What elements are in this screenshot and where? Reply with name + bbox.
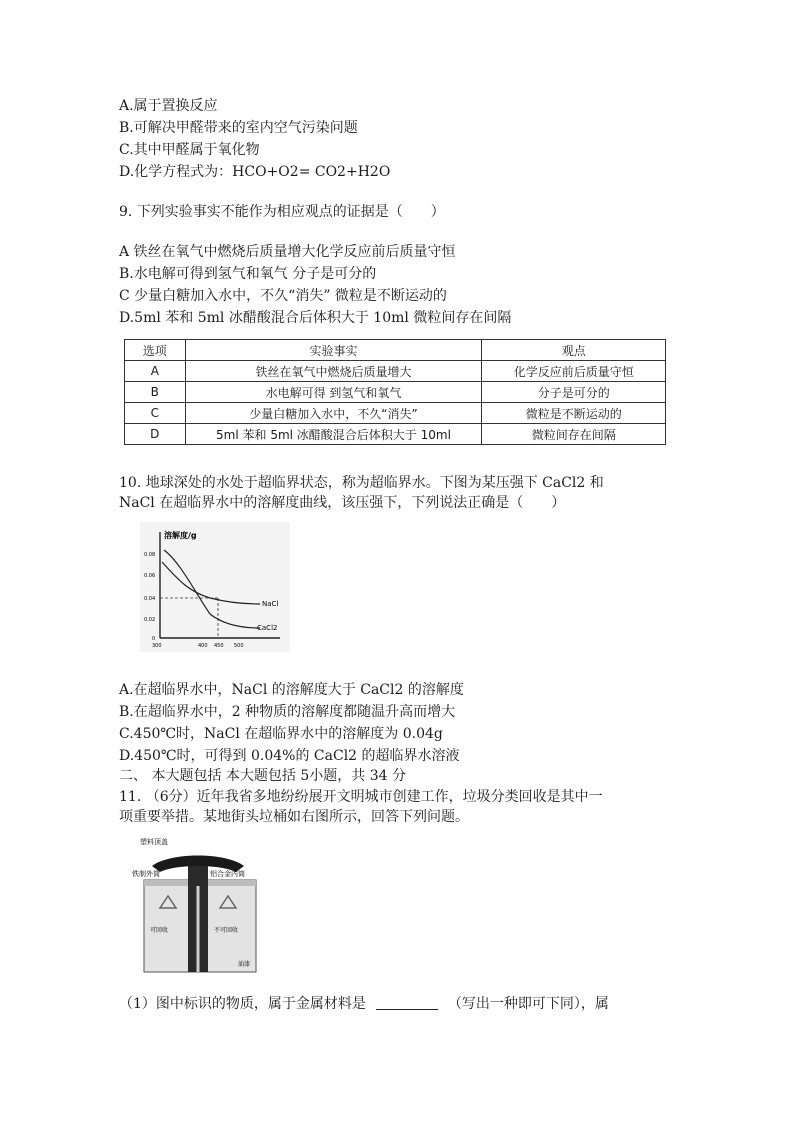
table-cell: D — [125, 424, 186, 445]
series-label-cacl2: CaCl2 — [257, 624, 278, 632]
table-row — [125, 403, 666, 424]
series-label-nacl: NaCl — [262, 600, 279, 608]
table-cell: 化学反应前后质量守恒 — [482, 361, 666, 382]
table-header-row — [125, 340, 666, 361]
q8-option-d: D.化学方程式为：HCO+O2= CO2+H2O — [119, 164, 391, 180]
q9-option-c: C 少量白糖加入水中，不久“消失” 微粒是不断运动的 — [119, 288, 447, 304]
y-axis-label: 溶解度/g — [164, 531, 197, 540]
table-cell: 微粒间存在间隔 — [482, 424, 666, 445]
y-tick-label: 0.08 — [144, 552, 156, 558]
table-cell: B — [125, 382, 186, 403]
solubility-chart — [140, 522, 290, 652]
q11-stem-line1: 11. （6分）近年我省多地纷纷展开文明城市创建工作，垃圾分类回收是其中一 — [119, 789, 603, 805]
q9-option-d: D.5ml 苯和 5ml 冰醋酸混合后体积大于 10ml 微粒间存在间隔 — [119, 310, 512, 326]
q9-table — [124, 339, 666, 445]
table-row — [125, 424, 666, 445]
label-aluminum-inner: 铝合金内筒 — [210, 870, 245, 878]
table-cell: 分子是可分的 — [482, 382, 666, 403]
q11-sub1-after: （写出一种即可下同），属 — [447, 996, 609, 1012]
q9-option-a: A 铁丝在氧气中燃烧后质量增大化学反应前后质量守恒 — [119, 244, 456, 260]
table-cell: 铁丝在氧气中燃烧后质量增大 — [185, 361, 482, 382]
q9-stem: 9. 下列实验事实不能作为相应观点的证据是（ ） — [119, 204, 445, 220]
chart-background — [140, 522, 290, 652]
label-plastic-cap: 塑料顶盖 — [140, 838, 168, 846]
q10-option-d: D.450℃时，可得到 0.04%的 CaCl2 的超临界水溶液 — [119, 748, 460, 764]
table-cell: A — [125, 361, 186, 382]
table-cell: C — [125, 403, 186, 424]
y-tick-label: 0.06 — [144, 573, 156, 579]
x-tick-label: 400 — [198, 643, 208, 649]
y-tick-label: 0.02 — [144, 617, 156, 623]
trash-bin-figure — [130, 836, 266, 976]
q8-option-b: B.可解决甲醛带来的室内空气污染问题 — [119, 120, 358, 136]
table-row — [125, 361, 666, 382]
q10-stem-line2: NaCl 在超临界水中的溶解度曲线，该压强下，下列说法正确是（ ） — [119, 495, 566, 511]
q8-option-a: A.属于置换反应 — [119, 98, 218, 114]
y-tick-label: 0 — [152, 636, 156, 642]
q10-stem-line1: 10. 地球深处的水处于超临界状态，称为超临界水。下图为某压强下 CaCl2 和 — [119, 475, 604, 491]
q10-option-c: C.450℃时，NaCl 在超临界水中的溶解度为 0.04g — [119, 726, 443, 742]
q11-sub1 — [119, 995, 609, 1013]
q9-option-b: B.水电解可得到氢气和氧气 分子是可分的 — [119, 266, 377, 282]
table-cell: 5ml 苯和 5ml 冰醋酸混合后体积大于 10ml — [185, 424, 482, 445]
table-header: 选项 — [125, 340, 186, 361]
q10-option-b: B.在超临界水中，2 种物质的溶解度都随温升高而增大 — [119, 704, 456, 720]
table-cell: 水电解可得 到氢气和氧气 — [185, 382, 482, 403]
label-iron-shell: 铁制外筒 — [132, 870, 160, 878]
q10-option-a: A.在超临界水中，NaCl 的溶解度大于 CaCl2 的溶解度 — [119, 682, 464, 698]
table-header: 观点 — [482, 340, 666, 361]
answer-blank[interactable] — [376, 995, 438, 1010]
section-heading: 二、 本大题包括 本大题包括 5小题，共 34 分 — [119, 768, 406, 784]
label-non-recyclable: 不可回收 — [214, 927, 239, 934]
table-row — [125, 382, 666, 403]
q11-stem-line2: 项重要举措。某地街头垃桶如右图所示，回答下列问题。 — [119, 809, 469, 825]
table-header: 实验事实 — [185, 340, 482, 361]
q8-option-c: C.其中甲醛属于氧化物 — [119, 142, 260, 158]
x-tick-label: 500 — [234, 643, 244, 649]
y-tick-label: 0.04 — [144, 596, 156, 602]
label-recyclable: 可回收 — [150, 927, 169, 934]
x-tick-label: 300 — [152, 643, 162, 649]
x-tick-label: 450 — [214, 643, 224, 649]
label-paint: 油漆 — [238, 961, 251, 968]
table-cell: 少量白糖加入水中，不久“消失” — [185, 403, 482, 424]
q11-sub1-before: （1）图中标识的物质，属于金属材料是 — [119, 996, 366, 1012]
table-cell: 微粒是不断运动的 — [482, 403, 666, 424]
